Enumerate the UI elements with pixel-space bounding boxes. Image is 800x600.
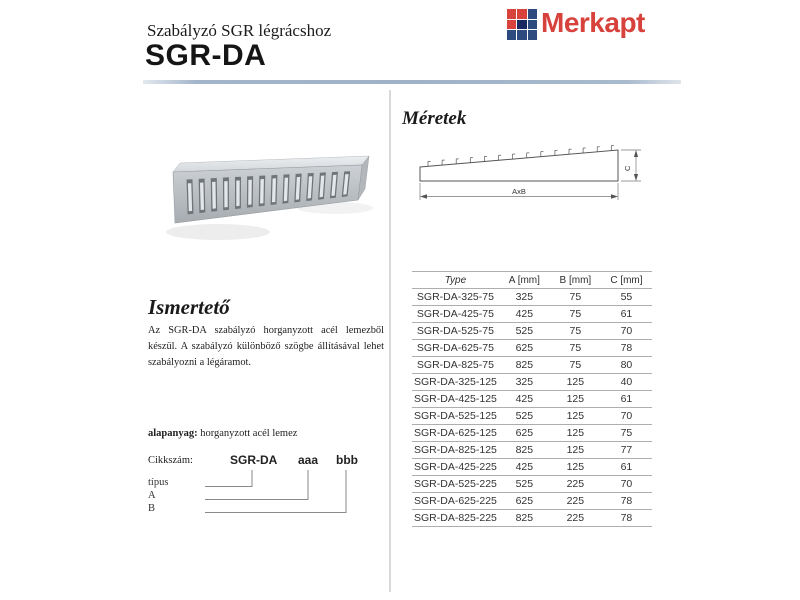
table-cell: 75 xyxy=(550,340,601,357)
logo-grid-cell xyxy=(517,9,526,19)
grille-slot-shape xyxy=(224,181,228,207)
legend-item-b: B xyxy=(148,503,156,514)
sku-part-b: bbb xyxy=(336,453,358,467)
table-row xyxy=(412,391,652,408)
table-row xyxy=(412,357,652,374)
table-row xyxy=(412,493,652,510)
table-cell: 61 xyxy=(601,391,652,408)
table-cell: 75 xyxy=(601,425,652,442)
table-cell: 75 xyxy=(550,357,601,374)
table-cell: SGR-DA-525-125 xyxy=(412,408,499,425)
table-cell: 225 xyxy=(550,493,601,510)
table-cell: 75 xyxy=(550,306,601,323)
table-cell: 125 xyxy=(550,442,601,459)
grille-slot-shape xyxy=(236,180,239,206)
arrow-right xyxy=(611,194,618,198)
table-row xyxy=(412,374,652,391)
table-header-cell: A [mm] xyxy=(499,272,550,289)
logo-grid-cell xyxy=(517,20,526,30)
table-cell: 78 xyxy=(601,493,652,510)
sku-part-type: SGR-DA xyxy=(230,453,278,467)
header-divider xyxy=(143,80,681,84)
table-cell: 125 xyxy=(550,459,601,476)
sku-label: Cikkszám: xyxy=(148,455,193,466)
table-cell: 225 xyxy=(550,476,601,493)
table-row xyxy=(412,306,652,323)
table-cell: SGR-DA-325-75 xyxy=(412,289,499,306)
photo-shadow xyxy=(166,224,270,240)
table-cell: 625 xyxy=(499,493,550,510)
material-line xyxy=(148,428,297,439)
table-cell: 70 xyxy=(601,408,652,425)
table-cell: SGR-DA-525-225 xyxy=(412,476,499,493)
table-cell: 425 xyxy=(499,391,550,408)
table-row xyxy=(412,408,652,425)
table-cell: 825 xyxy=(499,442,550,459)
arrow-down xyxy=(634,174,638,181)
dimension-drawing xyxy=(408,133,658,215)
legend-item-tipus: típus xyxy=(148,477,169,488)
table-cell: 125 xyxy=(550,408,601,425)
table-row xyxy=(412,476,652,493)
description-section-title: Ismertető xyxy=(148,295,230,320)
table-cell: 425 xyxy=(499,306,550,323)
material-value: horganyzott acél lemez xyxy=(200,428,298,439)
wedge-outline xyxy=(420,150,618,181)
table-cell: 80 xyxy=(601,357,652,374)
table-row xyxy=(412,459,652,476)
table-cell: SGR-DA-425-75 xyxy=(412,306,499,323)
table-header-cell: B [mm] xyxy=(550,272,601,289)
merkapt-logo xyxy=(507,7,645,40)
table-cell: 61 xyxy=(601,306,652,323)
slat-ticks xyxy=(428,146,614,167)
table-row xyxy=(412,442,652,459)
table-cell: 75 xyxy=(550,323,601,340)
connector-b xyxy=(205,470,346,513)
table-cell: 425 xyxy=(499,459,550,476)
table-cell: SGR-DA-525-75 xyxy=(412,323,499,340)
table-cell: 825 xyxy=(499,510,550,527)
sku-part-a: aaa xyxy=(298,453,319,467)
grille-slot-shape xyxy=(212,182,216,209)
table-header-row xyxy=(412,272,652,289)
table-cell: 61 xyxy=(601,459,652,476)
table-cell: SGR-DA-425-225 xyxy=(412,459,499,476)
logo-grid-cell xyxy=(517,30,526,40)
dimensions-table xyxy=(412,271,652,527)
dim-height-label: C xyxy=(623,165,632,171)
table-cell: 325 xyxy=(499,289,550,306)
table-cell: SGR-DA-325-125 xyxy=(412,374,499,391)
table-cell: SGR-DA-625-75 xyxy=(412,340,499,357)
table-cell: 70 xyxy=(601,323,652,340)
product-description: Az SGR-DA szabályzó horganyzott acél lemezből készül. A szabályzó különböző szögbe állításával lehet szabályozni a légáramot. xyxy=(148,325,384,368)
table-cell: 525 xyxy=(499,476,550,493)
table-cell: SGR-DA-825-75 xyxy=(412,357,499,374)
table-cell: 77 xyxy=(601,442,652,459)
table-cell: 825 xyxy=(499,357,550,374)
table-cell: 55 xyxy=(601,289,652,306)
table-cell: 225 xyxy=(550,510,601,527)
product-subtitle: Szabályzó SGR légrácshoz xyxy=(147,21,332,40)
table-cell: 70 xyxy=(601,476,652,493)
product-photo xyxy=(150,95,385,270)
table-cell: 78 xyxy=(601,510,652,527)
table-cell: 40 xyxy=(601,374,652,391)
dim-width-label: AxB xyxy=(512,187,526,196)
logo-grid-cell xyxy=(528,20,537,30)
height-dimension xyxy=(621,150,641,181)
arrow-up xyxy=(634,150,638,157)
connector-tipus xyxy=(205,470,252,487)
table-cell: 525 xyxy=(499,408,550,425)
material-label: alapanyag: xyxy=(148,428,198,439)
table-row xyxy=(412,510,652,527)
table-cell: 525 xyxy=(499,323,550,340)
table-row xyxy=(412,323,652,340)
arrow-left xyxy=(420,194,427,198)
table-cell: SGR-DA-825-125 xyxy=(412,442,499,459)
logo-grid-cell xyxy=(507,9,516,19)
logo-grid-icon xyxy=(507,9,537,40)
dimensions-section-title: Méretek xyxy=(402,107,467,129)
table-cell: SGR-DA-425-125 xyxy=(412,391,499,408)
grille-slot-shape xyxy=(248,180,252,205)
table-row xyxy=(412,425,652,442)
legend-item-a: A xyxy=(148,490,156,501)
table-cell: 325 xyxy=(499,374,550,391)
product-title: SGR-DA xyxy=(145,39,267,72)
table-cell: SGR-DA-825-225 xyxy=(412,510,499,527)
logo-text: Merkapt xyxy=(541,7,645,38)
table-cell: 625 xyxy=(499,340,550,357)
table-cell: 75 xyxy=(550,289,601,306)
logo-grid-cell xyxy=(528,30,537,40)
logo-grid-cell xyxy=(528,9,537,19)
table-row xyxy=(412,289,652,306)
grille-slot-shape xyxy=(200,183,204,211)
table-row xyxy=(412,340,652,357)
table-cell: 125 xyxy=(550,425,601,442)
table-cell: SGR-DA-625-225 xyxy=(412,493,499,510)
logo-grid-cell xyxy=(507,30,516,40)
sku-connector-lines xyxy=(148,450,393,520)
grille-slot-shape xyxy=(260,179,264,204)
table-cell: 78 xyxy=(601,340,652,357)
table-header-cell: Type xyxy=(412,272,499,289)
table-cell: 625 xyxy=(499,425,550,442)
table-header-cell: C [mm] xyxy=(601,272,652,289)
table-cell: 125 xyxy=(550,374,601,391)
table-cell: SGR-DA-625-125 xyxy=(412,425,499,442)
connector-a xyxy=(205,470,308,500)
logo-grid-cell xyxy=(507,20,516,30)
table-cell: 125 xyxy=(550,391,601,408)
